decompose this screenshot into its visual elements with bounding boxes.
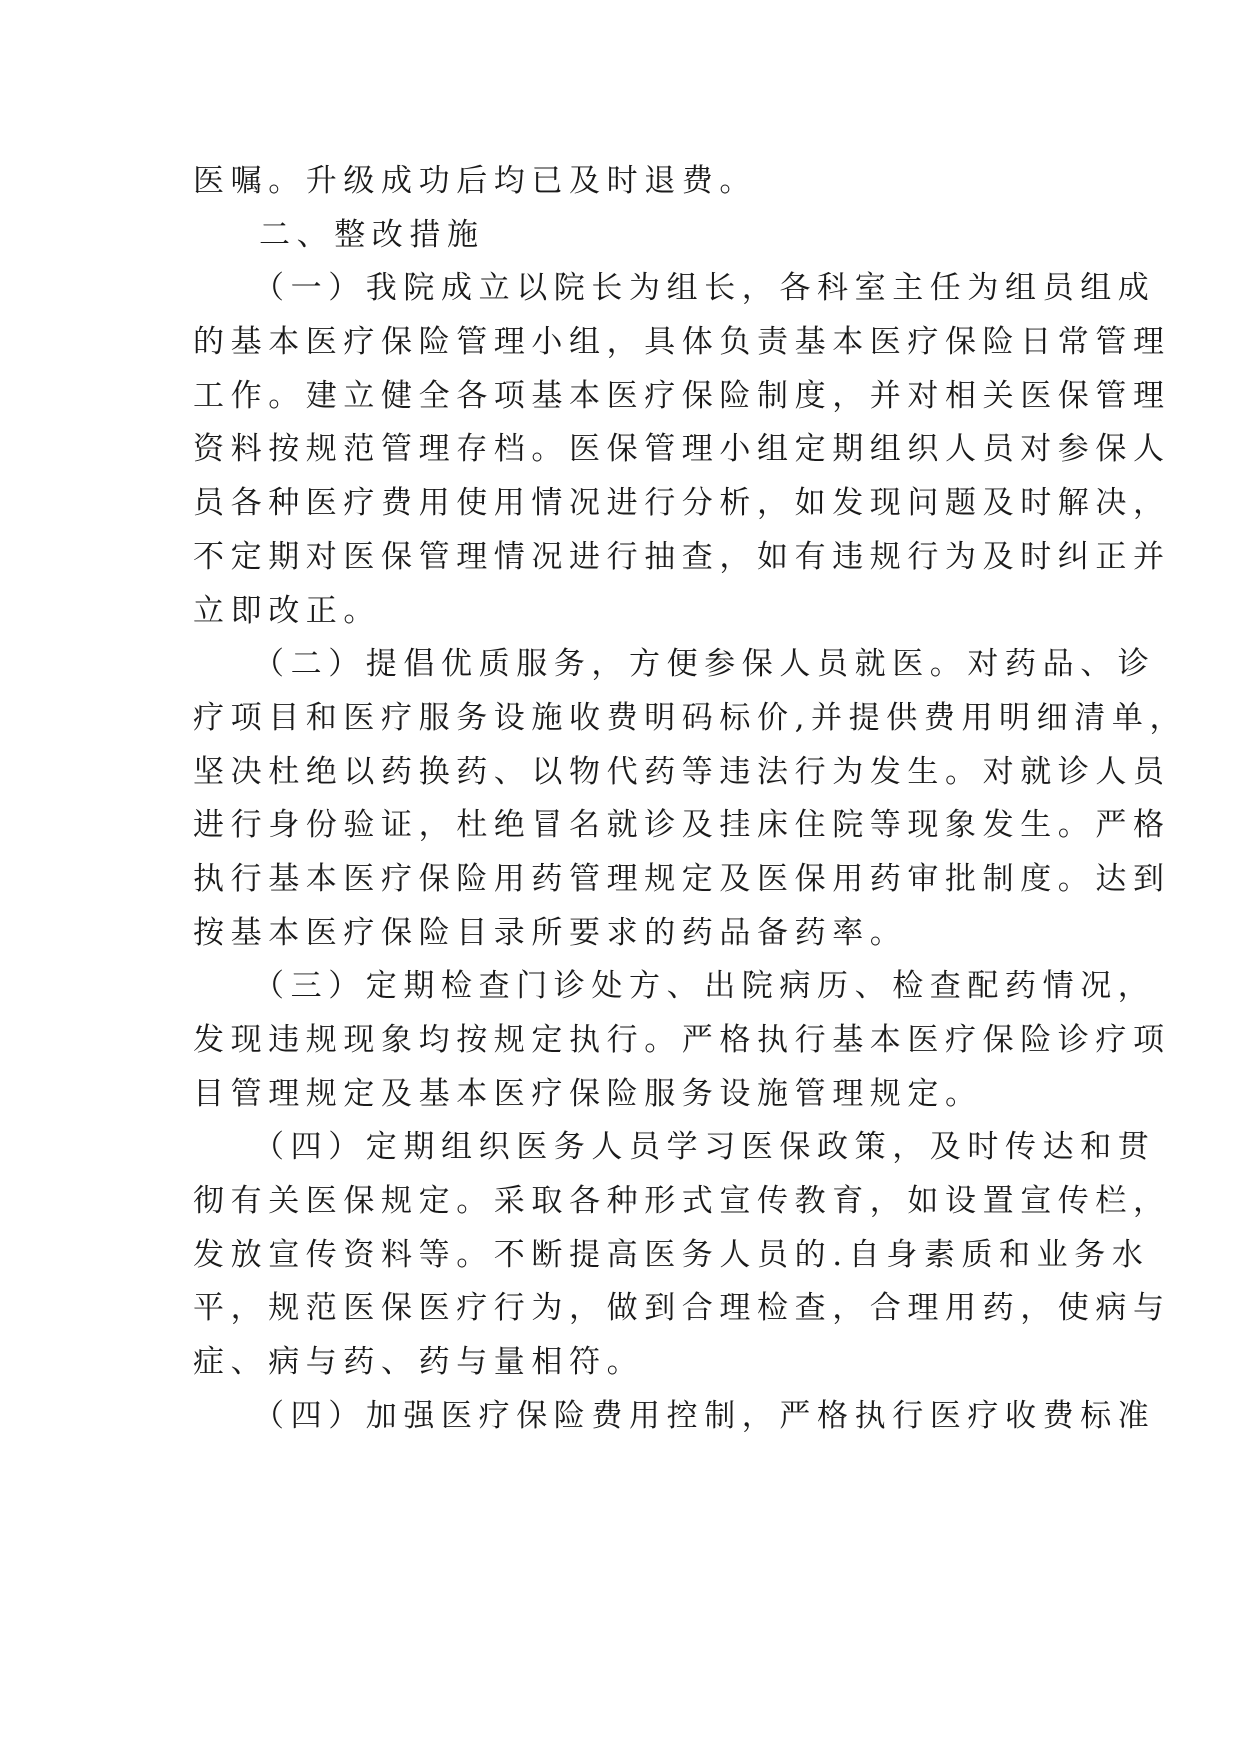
text-line: 发放宣传资料等。不断提高医务人员的.自身素质和业务水 bbox=[193, 1236, 1150, 1273]
text-line: 医嘱。升级成功后均已及时退费。 bbox=[193, 163, 757, 199]
paragraph-start: （四）定期组织医务人员学习医保政策，及时传达和贯 bbox=[253, 1129, 1156, 1166]
paragraph-start: （三）定期检查门诊处方、出院病历、检查配药情况， bbox=[253, 968, 1156, 1005]
text-line: 资料按规范管理存档。医保管理小组定期组织人员对参保人 bbox=[193, 431, 1171, 468]
text-line: 彻有关医保规定。采取各种形式宣传教育，如设置宣传栏， bbox=[193, 1183, 1171, 1220]
document-body bbox=[193, 155, 1188, 1444]
text-line: 坚决杜绝以药换药、以物代药等违法行为发生。对就诊人员 bbox=[193, 753, 1171, 790]
text-line: 员各种医疗费用使用情况进行分析，如发现问题及时解决， bbox=[193, 485, 1171, 522]
text-line: 目管理规定及基本医疗保险服务设施管理规定。 bbox=[193, 1075, 983, 1112]
text-line: 工作。建立健全各项基本医疗保险制度，并对相关医保管理 bbox=[193, 377, 1171, 414]
text-line: 立即改正。 bbox=[193, 592, 381, 629]
paragraph-start: （四）加强医疗保险费用控制，严格执行医疗收费标准 bbox=[253, 1397, 1156, 1434]
text-line: 不定期对医保管理情况进行抽查，如有违规行为及时纠正并 bbox=[193, 538, 1171, 575]
paragraph-start: （二）提倡优质服务，方便参保人员就医。对药品、诊 bbox=[253, 646, 1156, 683]
text-line: 平，规范医保医疗行为，做到合理检查，合理用药，使病与 bbox=[193, 1290, 1171, 1327]
text-line: 的基本医疗保险管理小组，具体负责基本医疗保险日常管理 bbox=[193, 324, 1171, 361]
text-line: 进行身份验证，杜绝冒名就诊及挂床住院等现象发生。严格 bbox=[193, 807, 1171, 844]
paragraph-start: （一）我院成立以院长为组长，各科室主任为组员组成 bbox=[253, 270, 1156, 307]
text-line: 症、病与药、药与量相符。 bbox=[193, 1344, 645, 1381]
text-line: 发现违规现象均按规定执行。严格执行基本医疗保险诊疗项 bbox=[193, 1022, 1171, 1058]
section-heading: 二、整改措施 bbox=[259, 216, 485, 253]
text-line: 按基本医疗保险目录所要求的药品备药率。 bbox=[193, 914, 908, 951]
text-line: 执行基本医疗保险用药管理规定及医保用药审批制度。达到 bbox=[193, 860, 1171, 897]
text-line: 疗项目和医疗服务设施收费明码标价,并提供费用明细清单， bbox=[193, 699, 1188, 736]
